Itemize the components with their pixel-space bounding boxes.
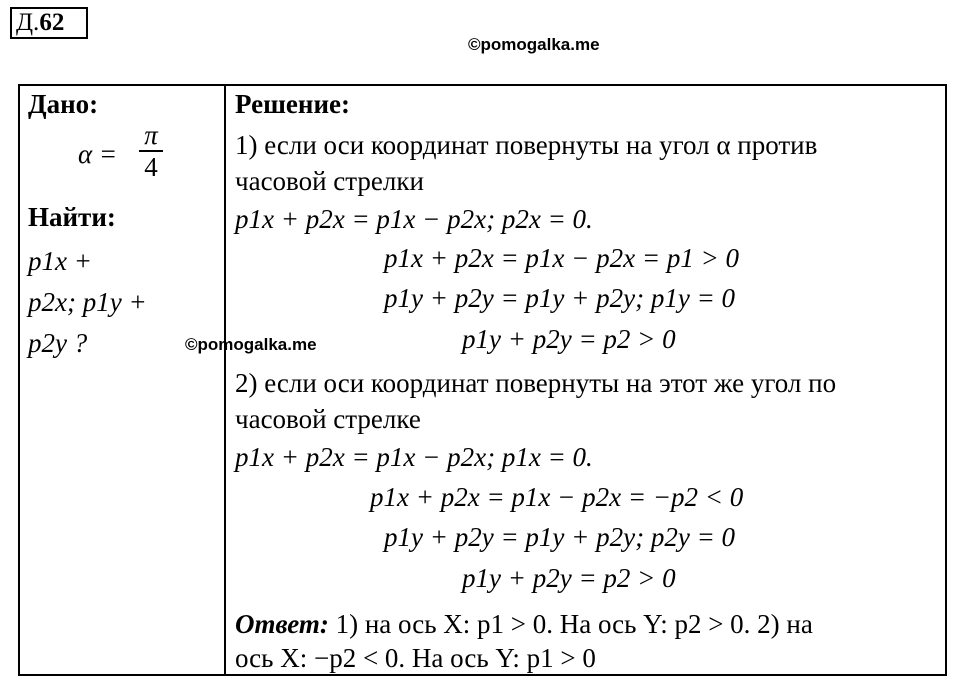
- case1-equation-1: p1x + p2x = p1x − p2x; p2x = 0.: [235, 204, 593, 234]
- find-line-3: p2y ?: [28, 328, 88, 358]
- watermark-middle: ©pomogalka.me: [185, 335, 317, 354]
- watermark-top: ©pomogalka.me: [468, 35, 600, 54]
- case2-equation-1: p1x + p2x = p1x − p2x; p1x = 0.: [235, 442, 593, 472]
- case2-text-line2: часовой стрелке: [235, 404, 421, 434]
- badge-prefix: Д.: [16, 9, 40, 36]
- given-alpha-fraction: [138, 120, 164, 182]
- case2-equation-4: p1y + p2y = p2 > 0: [462, 563, 676, 593]
- problem-number-badge: [10, 7, 88, 39]
- case2-equation-3: p1y + p2y = p1y + p2y; p2y = 0: [384, 522, 736, 552]
- fraction-numerator: π: [144, 120, 158, 150]
- case1-equation-3: p1y + p2y = p1y + p2y; p1y = 0: [384, 283, 736, 313]
- case2-equation-2: p1x + p2x = p1x − p2x = −p2 < 0: [370, 482, 744, 512]
- case1-text-line2: часовой стрелки: [235, 166, 424, 196]
- answer-text-1: 1) на ось X: p1 > 0. На ось Y: p2 > 0. 2) на: [335, 609, 813, 639]
- case1-equation-2: p1x + p2x = p1x − p2x = p1 > 0: [384, 243, 740, 273]
- given-alpha-lhs: α =: [78, 139, 118, 169]
- case1-text-line1: 1) если оси координат повернуты на угол α против: [235, 130, 818, 160]
- case2-text-line1: 2) если оси координат повернуты на этот же угол по: [235, 368, 837, 398]
- find-label: Найти:: [28, 202, 116, 232]
- answer-label: Ответ:: [235, 609, 329, 639]
- answer-line-1: [235, 608, 813, 640]
- fraction-denominator: 4: [144, 152, 158, 182]
- badge-number: 62: [39, 9, 65, 36]
- find-line-1: p1x +: [28, 246, 92, 276]
- solution-label: Решение:: [235, 89, 350, 119]
- table-divider: [224, 84, 226, 676]
- given-label: Дано:: [28, 89, 99, 119]
- case1-equation-4: p1y + p2y = p2 > 0: [462, 324, 676, 354]
- find-line-2: p2x; p1y +: [28, 287, 147, 317]
- answer-line-2: ось X: −p2 < 0. На ось Y: p1 > 0: [235, 643, 596, 673]
